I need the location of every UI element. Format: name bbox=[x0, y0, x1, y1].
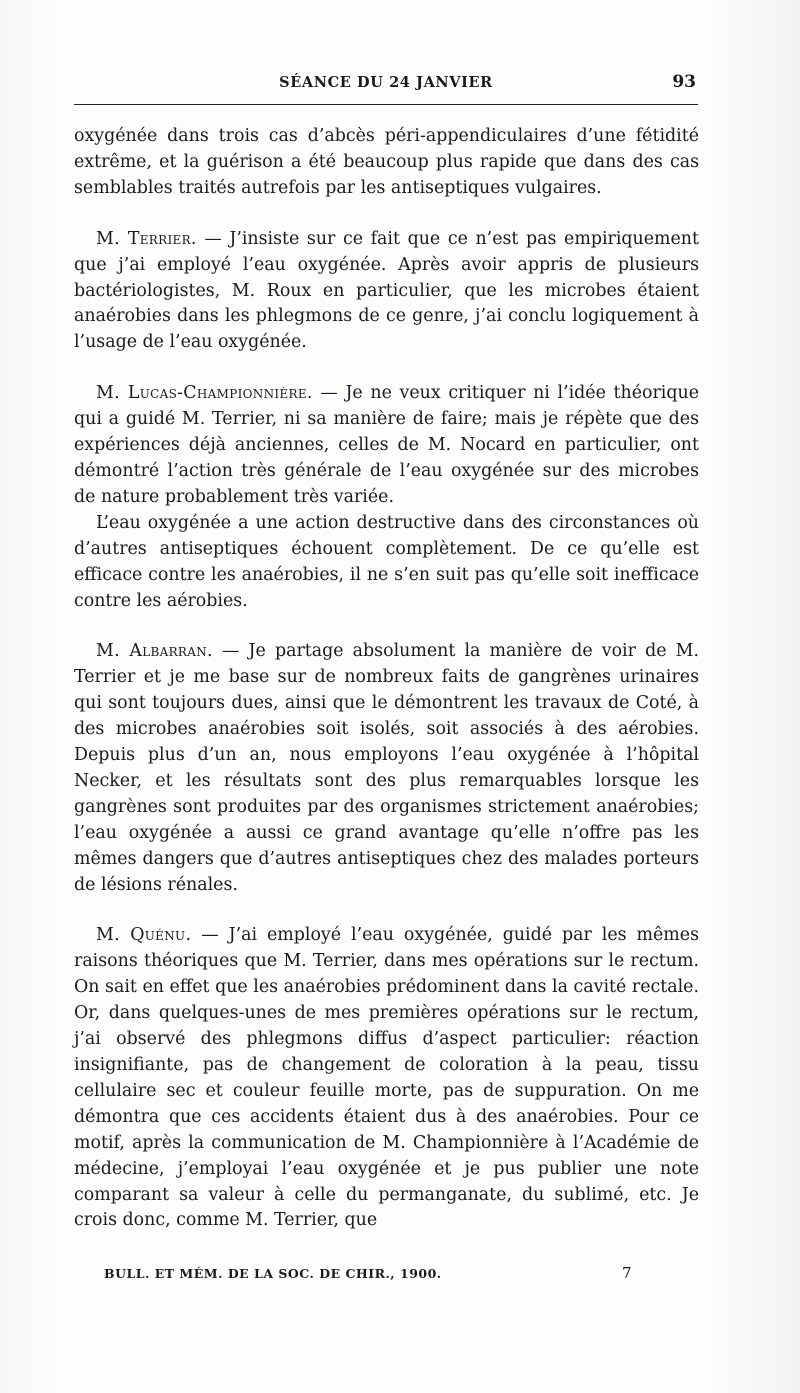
paragraph-text: — J’insiste sur ce fait que ce n’est pas empiriquement que j’ai employé l’eau oxygénée. Après avoir appris de plusieurs bactériologistes, M. Roux en particulier, que les microbes étaient anaérobies dans les phlegmons de ce genre, j’ai conclu logiquement à l’usage de l’eau oxygénée. bbox=[74, 228, 699, 353]
paragraph-text: oxygénée dans trois cas d’abcès péri-appendiculaires d’une fétidité extrême, et la guérison a été beaucoup plus rapide que dans des cas semblables traités autrefois par les antiseptiques vulgaires. bbox=[74, 126, 699, 198]
speaker-name: M. Lucas-Championnière. bbox=[96, 383, 313, 404]
speaker-name: M. Quénu. bbox=[96, 925, 192, 946]
page-number: 93 bbox=[672, 72, 696, 92]
running-title: SÉANCE DU 24 JANVIER bbox=[279, 74, 493, 91]
paragraph-quenu bbox=[74, 923, 699, 1234]
paragraph-text: L’eau oxygénée a une action destructive dans des circonstances où d’autres antiseptiques échouent complètement. De ce qu’elle est efficace contre les anaérobies, il ne s’en suit pas qu’elle soit inefficace contre les aérobies. bbox=[74, 512, 699, 611]
paragraph-terrier bbox=[74, 227, 699, 357]
speaker-name: M. Terrier. bbox=[96, 228, 197, 249]
footer bbox=[104, 1266, 664, 1281]
signature-mark: 7 bbox=[622, 1264, 633, 1282]
body-text bbox=[74, 124, 699, 1234]
speaker-name: M. Albarran. bbox=[96, 641, 213, 662]
paragraph-lucas-championniere-2 bbox=[74, 511, 699, 615]
paragraph-text: — Je ne veux critiquer ni l’idée théorique qui a guidé M. Terrier, ni sa manière de faire; mais je répète que des expériences déjà anciennes, celles de M. Nocard en particulier, ont démontré l’action très générale de l’eau oxygénée sur des microbes de nature probablement très variée. bbox=[74, 383, 699, 507]
footer-citation: BULL. ET MÉM. DE LA SOC. DE CHIR., 1900. bbox=[104, 1266, 442, 1281]
running-head bbox=[74, 66, 698, 98]
paragraph-text: — Je partage absolument la manière de voir de M. Terrier et je me base sur de nombreux faits de gangrènes urinaires qui sont toujours dues, ainsi que le démontrent les travaux de Coté, à des microbes anaérobies soit isolés, soit associés à des aérobies. Depuis plus d’un an, nous employons l’eau oxygénée à l’hôpital Necker, et les résultats sont des plus remarquables lorsque les gangrènes sont produites par des organismes strictement anaérobies; l’eau oxygénée a aussi ce grand avantage qu’elle n’offre pas les mêmes dangers que d’autres antiseptiques chez des malades porteurs de lésions rénales. bbox=[74, 641, 699, 895]
paragraph-continuation bbox=[74, 124, 699, 202]
paragraph-lucas-championniere bbox=[74, 381, 699, 511]
paragraph-text: — J’ai employé l’eau oxygénée, guidé par les mêmes raisons théoriques que M. Terrier, dans mes opérations sur le rectum. On sait en effet que les anaérobies prédominent dans la cavité rectale. Or, dans quelques-unes de mes premières opérations sur le rectum, j’ai observé des phlegmons diffus d’aspect particulier: réaction insignifiante, pas de changement de coloration à la peau, tissu cellulaire sec et couleur feuille morte, pas de suppuration. On me démontra que ces accidents étaient dus à des anaérobies. Pour ce motif, après la communication de M. Championnière à l’Académie de médecine, j’employai l’eau oxygénée et je pus publier une note comparant sa valeur à celle du permanganate, du sublimé, etc. Je crois donc, comme M. Terrier, que bbox=[74, 925, 699, 1231]
header-rule bbox=[74, 104, 698, 105]
paragraph-albarran bbox=[74, 639, 699, 898]
